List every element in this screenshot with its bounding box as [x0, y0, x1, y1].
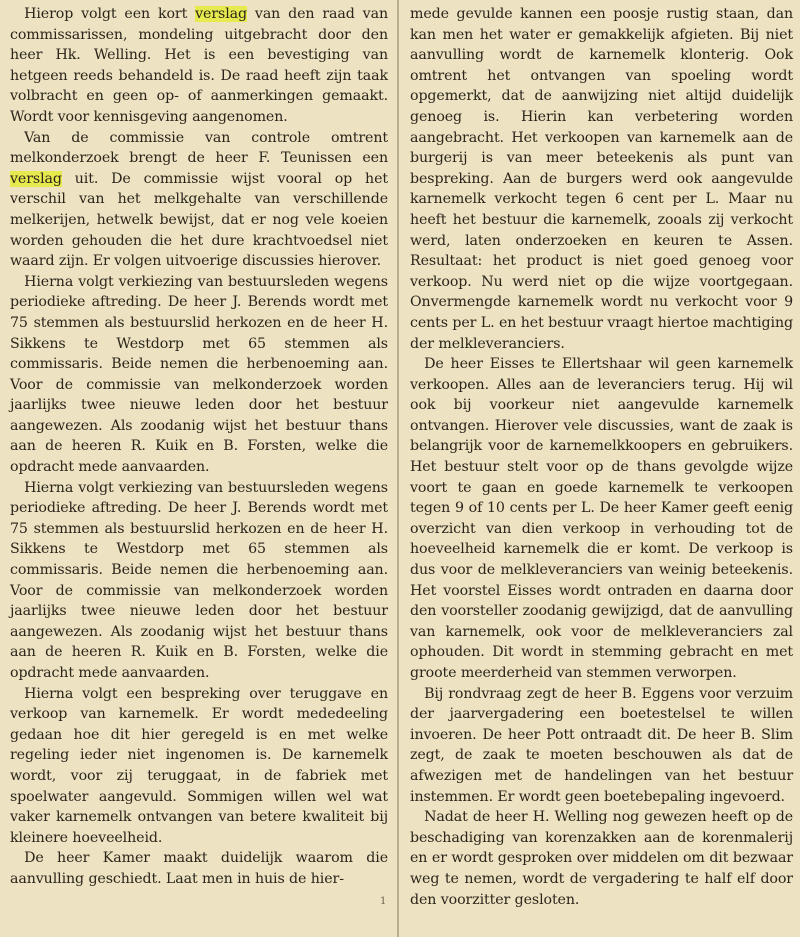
column-divider [397, 0, 399, 937]
search-highlight: verslag [10, 170, 62, 187]
right-column [410, 4, 793, 910]
paragraph-eisses: De heer Eisses te Ellertshaar wil geen karnemelk verkoopen. Alles aan de leveranciers terug. Hij wil ook bij voorkeur niet aangevulde karnemelk ontvangen. Hierover vele discussies, want de zaak is belangrijk voor de karnemelkkoopers en gebruikers. Het bestuur stelt voor op de thans gevolgde wijze voort te gaan en goede karnemelk te verkoopen tegen 9 of 10 cents per L. De heer Kamer geeft eenig overzicht van dien verkoop in verhouding tot de hoeveelheid karnemelk die er komt. De verkoop is dus voor de melkleveranciers van weinig beteekenis. Het voorstel Eisses wordt ontraden en daarna door den voorsteller zoodanig gewijzigd, dat de aanvulling van karnemelk, ook voor de melkleveranciers zal ophouden. Dit wordt in stemming gebracht en met groote meerderheid van stemmen verworpen. [410, 356, 793, 681]
paragraph-verkiezing-repeat: Hierna volgt verkiezing van bestuursleden wegens periodieke aftreding. De heer J. Berends wordt met 75 stemmen als bestuurslid herkozen en de heer H. Sikkens te Westdorp met 65 stemmen als commissaris. Beide nemen die herbenoeming aan. Voor de commissie van melkonderzoek worden jaarlijks twee nieuwe leden door het bestuur aangewezen. Als zoodanig wijst het bestuur thans aan de heeren R. Kuik en B. Forsten, welke die opdracht mede aanvaarden. [10, 479, 388, 681]
paragraph-commissie-controle: Van de commissie van controle omtrent melkonderzoek brengt de heer F. Teunissen een verslag uit. De commissie wijst vooral op het verschil van het melkgehalte van verschillende melkerijen, hetwelk bewijst, dat er nog vele koeien worden gehouden die het dure krachtvoedsel niet waard zijn. Er volgen uitvoerige discussies hierover. [10, 129, 388, 270]
page-marker: 1 [380, 896, 387, 907]
paragraph-sluiting: Nadat de heer H. Welling nog gewezen heeft op de beschadiging van korenzakken aan de korenmalerij en er wordt gesproken over middelen om dit bezwaar weg te nemen, wordt de vergadering te half elf door den voorzitter gesloten. [410, 809, 793, 908]
search-highlight: verslag [195, 6, 247, 22]
paragraph-karnemelk: Hierna volgt een bespreking over teruggave en verkoop van karnemelk. Er wordt mededeeling gedaan hoe dit hier geregeld is en met welke regeling ieder niet ingenomen is. De karnemelk wordt, voor zij teruggaat, in de fabriek met spoelwater aangevuld. Sommigen willen wel wat vaker karnemelk ontvangen van betere kwaliteit bij kleinere hoeveelheid. [10, 685, 388, 846]
paragraph-kamer: De heer Kamer maakt duidelijk waarom die aanvulling geschiedt. Laat men in huis de hier- [10, 850, 388, 887]
paragraph-verkiezing: Hierna volgt verkiezing van bestuursleden wegens periodieke aftreding. De heer J. Berends wordt met 75 stemmen als bestuurslid herkozen en de heer H. Sikkens te Westdorp met 65 stemmen als commissaris. Beide nemen die herbenoeming aan. Voor de commissie van melkonderzoek worden jaarlijks twee nieuwe leden door het bestuur aangewezen. Als zoodanig wijst het bestuur thans aan de heeren R. Kuik en B. Forsten, welke die opdracht mede aanvaarden. [10, 273, 388, 476]
paragraph-verslag-raad: Hierop volgt een kort verslag van den raad van commissarissen, mondeling uitgebracht door den heer Hk. Welling. Het is een bevestiging van hetgeen reeds behandeld is. De raad heeft zijn taak volbracht en geen op- of aanmerkingen gemaakt. Wordt voor kennisgeving aangenomen. [10, 6, 388, 125]
paragraph-kannen: mede gevulde kannen een poosje rustig staan, dan kan men het water er gemakkelijk afgieten. Bij niet aanvulling wordt de karnemelk klonterig. Ook omtrent het ontvangen van spoeling wordt opgemerkt, dat de aanwijzing niet altijd duidelijk genoeg is. Hierin kan verbetering worden aangebracht. Het verkoopen van karnemelk aan de burgerij is van meer beteekenis als punt van bespreking. Aan de burgers werd ook aangevulde karnemelk verkocht tegen 6 cent per L. Maar nu heeft het bestuur die karnemelk, zooals zij verkocht werd, laten onderzoeken en keuren te Assen. Resultaat: het product is niet goed genoeg voor verkoop. Nu werd niet op die wijze voortgegaan. Onvermengde karnemelk wordt nu verkocht voor 9 cents per L. en het bestuur vraagt hiertoe machtiging der melkleveranciers. [410, 6, 793, 352]
left-column [10, 4, 388, 890]
paragraph-rondvraag: Bij rondvraag zegt de heer B. Eggens voor verzuim der jaarvergadering een boetestelsel te willen invoeren. De heer Pott ontraadt dit. De heer B. Slim zegt, de zaak te moeten beschouwen als dat de afwezigen met de handelingen van het bestuur instemmen. Er wordt geen boetebepaling ingevoerd. [410, 685, 793, 805]
